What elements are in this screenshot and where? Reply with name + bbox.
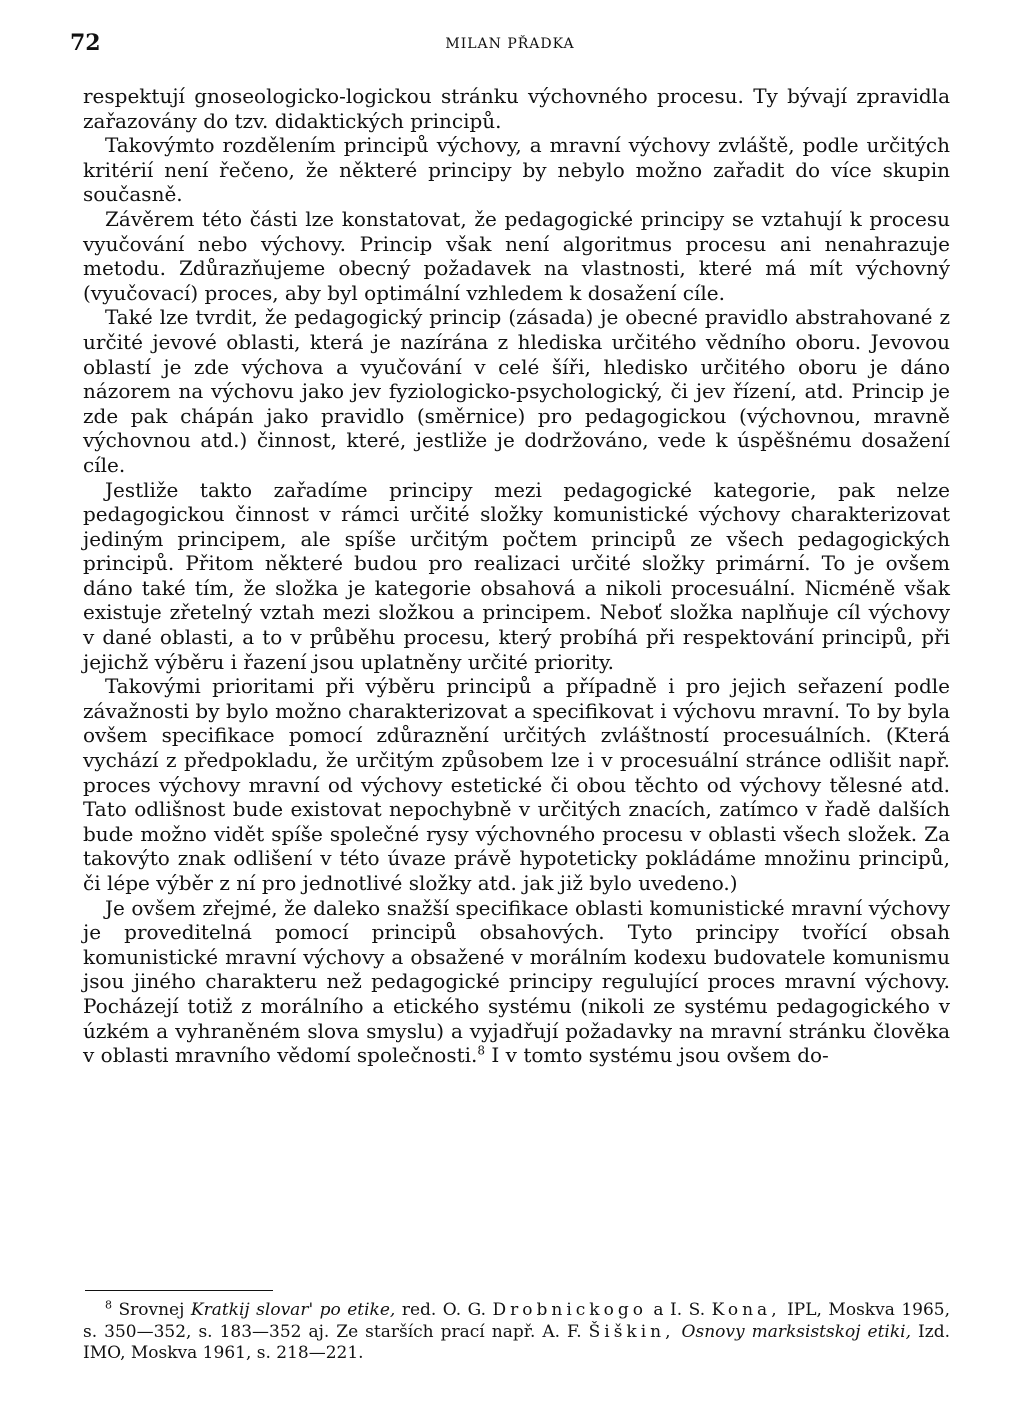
body-text — [83, 84, 950, 1068]
footnote-text — [675, 1322, 682, 1342]
footnote-divider — [85, 1290, 273, 1291]
footnote-text: IPL, Moskva 1965, s. 350—352, s. 183—352 aj. Ze starších prací např. A. F. — [83, 1300, 950, 1342]
paragraph: Jestliže takto zařadíme principy mezi pedagogické kategorie, pak nelze pedagogickou činnost v rámci určité složky komunistické výchovy charakterizovat jediným principem, ale spíše určitým počtem principů ze všech pedagogických principů. Přitom některé budou pro realizaci určité složky primární. To je ovšem dáno také tím, že složka je kategorie obsahová a nikoli procesuální. Nicméně však existuje zřetelný vztah mezi složkou a principem. Neboť složka naplňuje cíl výchovy v dané oblasti, a to v průběhu procesu, který probíhá při respektování principů, při jejichž výběru i řazení jsou uplatněny určité priority. — [83, 477, 950, 674]
paragraph: Také lze tvrdit, že pedagogický princip (zásada) je obecné pravidlo abstrahované z určité jevové oblasti, která je nazírána z hlediska určitého vědního oboru. Jevovou oblastí je zde výchova a vyučování v celé šíři, hledisko určitého oboru je dáno názorem na výchovu jako jev fyziologicko-psychologický, či jev řízení, atd. Princip je zde pak chápán jako pravidlo (směrnice) pro pedagogickou (výchovnou, mravně výchovnou atd.) činnost, které, jestliže je dodržováno, vede k úspěšnému dosažení cíle. — [83, 305, 950, 477]
footnote-author-name: Šiškin, — [588, 1321, 675, 1342]
paragraph: Závěrem této části lze konstatovat, že pedagogické principy se vztahují k procesu vyučování nebo výchovy. Princip však není algoritmus procesu ani nenahrazuje metodu. Zdůrazňujeme obecný požadavek na vlastnosti, které má mít výchovný (vyučovací) proces, aby byl optimální vzhledem k dosažení cíle. — [83, 206, 950, 305]
footnote-text: Srovnej — [118, 1300, 191, 1320]
footnote-reference: 8 — [477, 1043, 486, 1058]
footnote-text: Izd. IMO, Moskva 1961, s. 218—221. — [83, 1321, 950, 1363]
footnote-title-italic: Osnovy marksistskoj etiki, — [681, 1321, 912, 1342]
paragraph: Takovými prioritami při výběru principů a případně i pro jejich seřazení podle závažnosti by bylo možno charakterizovat a specifikovat i výchovu mravní. To by byla ovšem specifikace pomocí zdůraznění určitých zvláštností procesuálních. (Která vychází z předpokladu, že určitým způsobem lze i v procesuální stránce odlišit např. proces výchovy mravní od výchovy estetické či obou těchto od výchovy tělesné atd. Tato odlišnost bude existovat nepochybně v určitých znacích, zatímco v řadě dalších bude možno vidět spíše společné rysy výchovného procesu v oblasti všech složek. Za takovýto znak odlišení v této úvaze právě hypoteticky pokládáme množinu principů, či lépe výběr z ní pro jednotlivé složky atd. jak již bylo uvedeno.) — [83, 674, 950, 895]
paragraph-last — [83, 896, 950, 1068]
footnote — [83, 1300, 950, 1365]
paragraph-last-tail: I v tomto systému jsou ovšem do- — [485, 1043, 829, 1068]
footnote-text: a I. S. — [646, 1300, 712, 1320]
paragraph-continued: respektují gnoseologicko-logickou stránku výchovného procesu. Ty bývají zpravidla zařazovány do tzv. didaktických principů. — [83, 84, 950, 133]
page-header — [70, 30, 950, 60]
paragraph-last-text: Je ovšem zřejmé, že daleko snažší specifikace oblasti komunistické mravní výchovy je proveditelná pomocí principů obsahových. Tyto principy tvořící obsah komunistické mravní výchovy a obsažené v morálním kodexu budovatele komunismu jsou jiného charakteru než pedagogické principy regulující proces mravní výchovy. Pocházejí totiž z morálního a etického systému (nikoli ze systému pedagogického v úzkém a vyhraněném slova smyslu) a vyjadřují požadavky na mravní stránku člověka v oblasti mravního vědomí společnosti. — [83, 895, 950, 1068]
footnote-title-italic: Kratkij slovar' po etike, — [190, 1300, 396, 1320]
footnote-mark: 8 — [105, 1298, 112, 1312]
paragraph: Takovýmto rozdělením principů výchovy, a mravní výchovy zvláště, podle určitých kritérií není řečeno, že některé principy by nebylo možno zařadit do více skupin současně. — [83, 133, 950, 207]
footnote-editor-name: Drobnickogo — [492, 1300, 647, 1320]
running-title: MILAN PŘADKA — [445, 36, 575, 52]
footnote-editor-name: Kona, — [711, 1300, 781, 1320]
footnote-text: red. O. G. — [395, 1300, 493, 1320]
page-number: 72 — [70, 30, 101, 56]
